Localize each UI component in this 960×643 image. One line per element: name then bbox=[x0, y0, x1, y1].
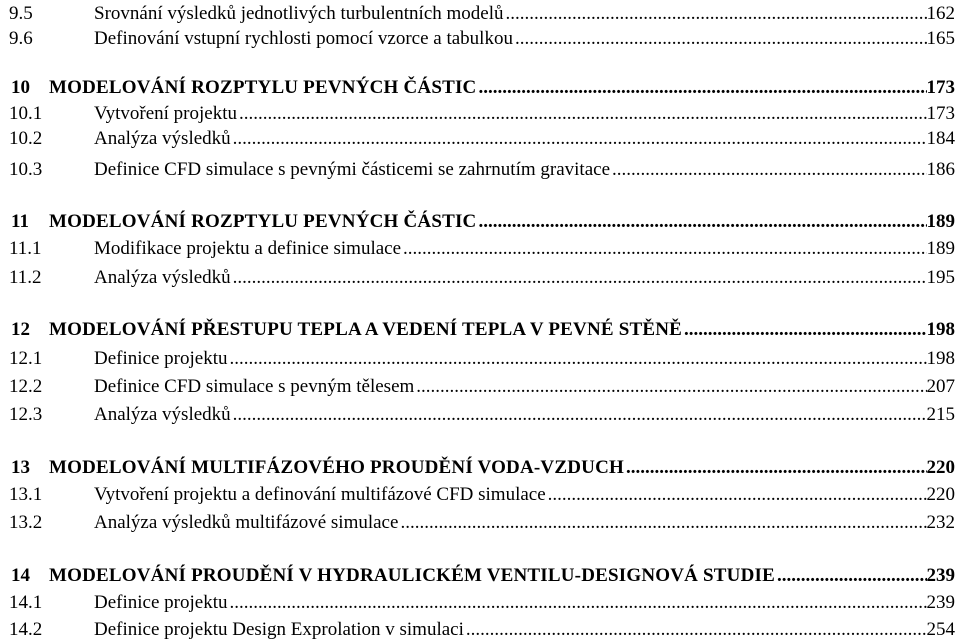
toc-title: MODELOVÁNÍ PŘESTUPU TEPLA A VEDENÍ TEPLA V PEVNÉ STĚNĚ bbox=[49, 319, 683, 340]
toc-entry-10-2[interactable] bbox=[0, 125, 960, 151]
toc-title: Definice CFD simulace s pevnými částicemi se zahrnutím gravitace bbox=[94, 159, 610, 180]
toc-entry-10-1[interactable] bbox=[0, 100, 960, 126]
toc-page-number: 215 bbox=[926, 404, 955, 425]
toc-number: 11.1 bbox=[9, 238, 42, 259]
toc-page-number: 239 bbox=[926, 592, 955, 613]
toc-number: 10.2 bbox=[9, 128, 43, 149]
dot-leader bbox=[233, 127, 927, 151]
toc-title: Analýza výsledků bbox=[94, 128, 231, 149]
toc-title: Definice projektu bbox=[94, 348, 228, 369]
toc-chapter-14[interactable] bbox=[0, 562, 960, 588]
dot-leader bbox=[506, 2, 927, 26]
toc-number: 9.5 bbox=[9, 3, 33, 24]
toc-entry-14-1[interactable] bbox=[0, 589, 960, 615]
toc-title: Vytvoření projektu bbox=[94, 103, 238, 124]
toc-title: Modifikace projektu a definice simulace bbox=[94, 238, 402, 259]
dot-leader bbox=[229, 347, 926, 371]
toc-page-number: 173 bbox=[926, 77, 955, 98]
toc-title: MODELOVÁNÍ ROZPTYLU PEVNÝCH ČÁSTIC bbox=[49, 77, 477, 98]
toc-title: Srovnání výsledků jednotlivých turbulentních modelů bbox=[94, 3, 504, 24]
toc-title: Analýza výsledků bbox=[94, 404, 231, 425]
toc-number: 9.6 bbox=[9, 28, 33, 49]
toc-page-number: 186 bbox=[926, 159, 955, 180]
dot-leader bbox=[612, 158, 927, 182]
toc-entry-10-3[interactable] bbox=[0, 156, 960, 182]
toc-entry-9-6[interactable] bbox=[0, 25, 960, 51]
toc-entry-12-1[interactable] bbox=[0, 345, 960, 371]
toc-number: 12.1 bbox=[9, 348, 43, 369]
toc-page-number: 239 bbox=[926, 565, 955, 586]
toc-number: 14.1 bbox=[9, 592, 43, 613]
toc-number: 13 bbox=[11, 457, 30, 478]
dot-leader bbox=[548, 483, 927, 507]
dot-leader bbox=[233, 266, 927, 290]
toc-entry-13-1[interactable] bbox=[0, 481, 960, 507]
toc-title: Analýza výsledků multifázové simulace bbox=[94, 512, 399, 533]
toc-number: 11.2 bbox=[9, 267, 42, 288]
dot-leader bbox=[239, 102, 926, 126]
toc-number: 14.2 bbox=[9, 619, 43, 640]
toc-entry-14-2[interactable] bbox=[0, 616, 960, 642]
toc-entry-11-2[interactable] bbox=[0, 264, 960, 290]
toc-page-number: 198 bbox=[926, 348, 955, 369]
toc-chapter-11[interactable] bbox=[0, 208, 960, 234]
toc-page-number: 162 bbox=[926, 3, 955, 24]
toc-page-number: 189 bbox=[926, 238, 955, 259]
toc-page-number: 189 bbox=[926, 211, 955, 232]
toc-entry-12-2[interactable] bbox=[0, 373, 960, 399]
toc-page-number: 220 bbox=[926, 457, 955, 478]
toc-entry-9-5[interactable] bbox=[0, 0, 960, 26]
dot-leader bbox=[403, 237, 926, 261]
toc-title: Vytvoření projektu a definování multifázové CFD simulace bbox=[94, 484, 546, 505]
dot-leader bbox=[777, 564, 927, 588]
toc-page-number: 254 bbox=[926, 619, 955, 640]
dot-leader bbox=[229, 591, 926, 615]
toc-entry-13-2[interactable] bbox=[0, 509, 960, 535]
dot-leader bbox=[416, 375, 926, 399]
toc-number: 10.3 bbox=[9, 159, 43, 180]
toc-title: Analýza výsledků bbox=[94, 267, 231, 288]
toc-title: Definice projektu Design Exprolation v simulaci bbox=[94, 619, 464, 640]
toc-title: Definování vstupní rychlosti pomocí vzorce a tabulkou bbox=[94, 28, 513, 49]
toc-number: 10.1 bbox=[9, 103, 43, 124]
dot-leader bbox=[466, 618, 927, 642]
toc-page-number: 195 bbox=[926, 267, 955, 288]
toc-entry-12-3[interactable] bbox=[0, 401, 960, 427]
toc-chapter-13[interactable] bbox=[0, 454, 960, 480]
toc-title: Definice projektu bbox=[94, 592, 228, 613]
dot-leader bbox=[626, 456, 927, 480]
dot-leader bbox=[478, 76, 926, 100]
toc-title: MODELOVÁNÍ MULTIFÁZOVÉHO PROUDĚNÍ VODA-VZDUCH bbox=[49, 457, 624, 478]
toc-page-number: 173 bbox=[926, 103, 955, 124]
toc-number: 11 bbox=[11, 211, 29, 232]
toc-page-number: 184 bbox=[926, 128, 955, 149]
toc-page-number: 165 bbox=[926, 28, 955, 49]
toc-number: 12 bbox=[11, 319, 30, 340]
toc-title: MODELOVÁNÍ ROZPTYLU PEVNÝCH ČÁSTIC bbox=[49, 211, 477, 232]
toc-title: MODELOVÁNÍ PROUDĚNÍ V HYDRAULICKÉM VENTILU-DESIGNOVÁ STUDIE bbox=[49, 565, 775, 586]
toc-number: 10 bbox=[11, 77, 30, 98]
toc-page-number: 207 bbox=[926, 376, 955, 397]
toc-number: 12.2 bbox=[9, 376, 43, 397]
dot-leader bbox=[478, 210, 926, 234]
toc-page-number: 232 bbox=[926, 512, 955, 533]
dot-leader bbox=[400, 511, 926, 535]
toc-number: 13.1 bbox=[9, 484, 43, 505]
toc-number: 14 bbox=[11, 565, 30, 586]
dot-leader bbox=[684, 318, 926, 342]
toc-chapter-10[interactable] bbox=[0, 74, 960, 100]
toc-page-number: 198 bbox=[926, 319, 955, 340]
toc-title: Definice CFD simulace s pevným tělesem bbox=[94, 376, 415, 397]
toc-page-number: 220 bbox=[926, 484, 955, 505]
toc-entry-11-1[interactable] bbox=[0, 235, 960, 261]
toc-chapter-12[interactable] bbox=[0, 316, 960, 342]
dot-leader bbox=[233, 403, 927, 427]
toc-number: 13.2 bbox=[9, 512, 43, 533]
dot-leader bbox=[515, 27, 927, 51]
toc-number: 12.3 bbox=[9, 404, 43, 425]
